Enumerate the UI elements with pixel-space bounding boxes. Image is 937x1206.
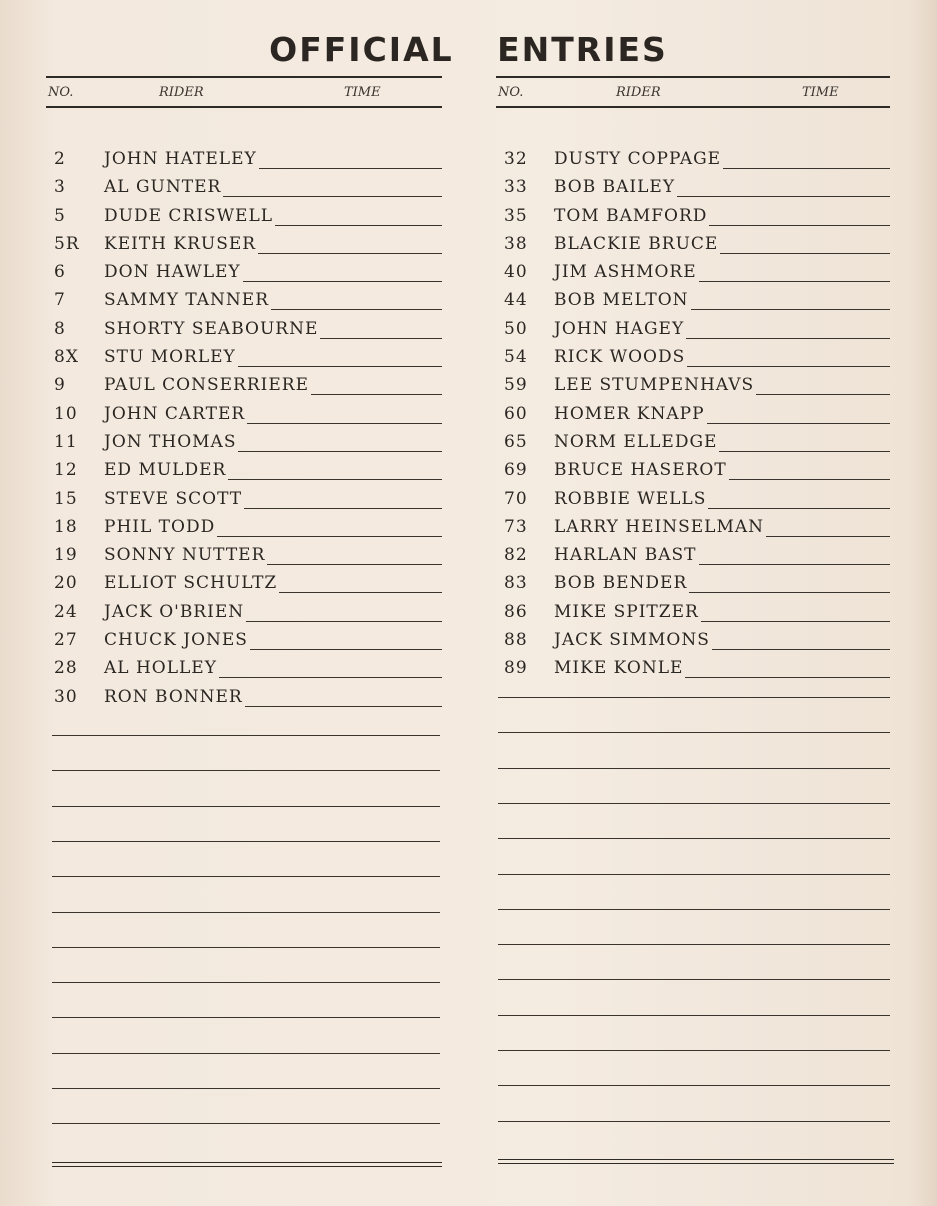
rider-name: STEVE SCOTT [104,488,243,509]
entry-line [554,630,890,650]
entry-line [554,206,890,226]
time-blank [691,291,890,310]
rider-name: RICK WOODS [554,347,686,368]
entry-number: 11 [54,431,78,452]
rider-name: JACK SIMMONS [554,630,710,651]
entry-line [104,234,442,254]
entry-row [496,455,890,483]
entry-number: 15 [54,488,78,509]
entry-line [104,290,442,310]
time-blank [699,546,890,565]
entry-row [46,455,442,483]
rider-name: JOHN CARTER [104,403,246,424]
blank-line [52,1017,440,1018]
entry-row [496,427,890,455]
rider-name: SONNY NUTTER [104,545,266,566]
entry-number: 30 [54,686,78,707]
rider-name: JIM ASHMORE [554,262,697,283]
entry-number: 88 [504,630,528,651]
entry-row [46,342,442,370]
entry-row [46,625,442,653]
left-column-header [46,76,442,108]
entry-number: 6 [54,262,66,283]
time-blank [686,320,890,339]
blank-line [498,874,890,875]
time-blank [259,150,442,169]
entry-line [554,234,890,254]
time-header: TIME [802,85,839,100]
entry-row [496,144,890,172]
entry-row [46,257,442,285]
left-entry-list [46,144,442,710]
time-blank [720,235,890,254]
blank-line [52,876,440,877]
entry-row [496,597,890,625]
entry-row [496,285,890,313]
blank-line [52,1088,440,1089]
time-blank [719,433,890,452]
entry-number: 65 [504,431,528,452]
entry-row [46,399,442,427]
blank-line [498,838,890,839]
entry-number: 5R [54,233,80,254]
blank-line [498,909,890,910]
entry-number: 44 [504,290,528,311]
entry-number: 59 [504,375,528,396]
entry-line [104,460,442,480]
blank-line [52,982,440,983]
entry-line [104,517,442,537]
entry-number: 8X [54,347,79,368]
rider-name: TOM BAMFORD [554,205,708,226]
time-blank [677,178,890,197]
entry-line [554,573,890,593]
left-entries-column [46,76,442,710]
rider-name: LEE STUMPENHAVS [554,375,755,396]
time-blank [258,235,442,254]
entry-number: 69 [504,460,528,481]
time-blank [687,348,890,367]
time-blank [766,518,890,537]
entry-line [104,319,442,339]
rider-name: BOB MELTON [554,290,689,311]
time-blank [271,291,442,310]
entry-number: 82 [504,545,528,566]
entry-line [554,290,890,310]
time-blank [250,631,442,650]
time-header: TIME [344,85,381,100]
entry-number: 89 [504,658,528,679]
time-blank [311,376,442,395]
entry-row [496,399,890,427]
entry-line [554,432,890,452]
blank-line [498,1050,890,1051]
entry-number: 38 [504,233,528,254]
entry-row [496,625,890,653]
entry-row [46,568,442,596]
rider-name: AL GUNTER [104,177,222,198]
entry-line [554,347,890,367]
entry-line [554,658,890,678]
blank-line [498,1015,890,1016]
entry-row [46,512,442,540]
entry-row [496,172,890,200]
entry-number: 9 [54,375,66,396]
entry-number: 50 [504,318,528,339]
entry-row [46,201,442,229]
page-title: OFFICIAL ENTRIES [269,30,668,69]
entry-row [46,653,442,681]
blank-line [498,732,890,733]
blank-line [498,803,890,804]
entry-line [554,404,890,424]
rider-name: LARRY HEINSELMAN [554,516,764,537]
rider-name: RON BONNER [104,686,243,707]
entry-number: 70 [504,488,528,509]
entry-number: 10 [54,403,78,424]
entry-number: 40 [504,262,528,283]
rider-name: SHORTY SEABOURNE [104,318,319,339]
time-blank [712,631,890,650]
blank-line [498,768,890,769]
entry-number: 60 [504,403,528,424]
time-blank [243,263,442,282]
rider-name: DUSTY COPPAGE [554,149,722,169]
right-entry-list [496,144,890,682]
rider-name: JOHN HATELEY [104,149,257,169]
entry-line [104,573,442,593]
entry-line [554,177,890,197]
blank-line [498,944,890,945]
entry-line [554,319,890,339]
time-blank [756,376,890,395]
entry-number: 86 [504,601,528,622]
rider-name: STU MORLEY [104,347,236,368]
entry-line [104,545,442,565]
entry-line [104,206,442,226]
time-blank [228,461,442,480]
rider-name: ROBBIE WELLS [554,488,707,509]
time-blank [247,405,442,424]
entry-number: 12 [54,460,78,481]
no-header: NO. [48,85,74,100]
blank-line [498,1085,890,1086]
entry-line [554,149,890,169]
entry-row [46,484,442,512]
time-blank [217,518,442,537]
entry-line [104,347,442,367]
entry-line [104,489,442,509]
entry-row [46,314,442,342]
blank-line [498,697,890,698]
entry-line [554,460,890,480]
entry-row [46,427,442,455]
entry-number: 18 [54,516,78,537]
rider-name: BRUCE HASEROT [554,460,727,481]
right-column-header [496,76,890,108]
entry-number: 7 [54,290,66,311]
entry-row [496,568,890,596]
rider-name: HOMER KNAPP [554,403,705,424]
entry-number: 3 [54,177,66,198]
entry-number: 8 [54,318,66,339]
rider-header: RIDER [616,85,661,100]
entry-line [104,404,442,424]
entry-line [104,432,442,452]
entry-row [496,370,890,398]
entry-number: 19 [54,545,78,566]
blank-line [498,1121,890,1122]
rider-header: RIDER [159,85,204,100]
no-header: NO. [498,85,524,100]
rider-name: BOB BAILEY [554,177,676,198]
entry-line [104,375,442,395]
blank-line [52,841,440,842]
blank-line [52,735,440,736]
blank-line [52,912,440,913]
time-blank [238,348,442,367]
entry-row [46,370,442,398]
entry-number: 33 [504,177,528,198]
entry-line [554,375,890,395]
rider-name: ELLIOT SCHULTZ [104,573,278,594]
entry-line [104,658,442,678]
rider-name: DUDE CRISWELL [104,205,274,226]
blank-line [52,806,440,807]
entry-row [496,342,890,370]
entry-line [104,687,442,707]
entry-number: 20 [54,573,78,594]
entry-row [46,229,442,257]
rider-name: PHIL TODD [104,516,216,537]
time-blank [275,207,442,226]
blank-line [52,1053,440,1054]
entry-row [46,682,442,710]
rider-name: MIKE SPITZER [554,601,699,622]
rider-name: JACK O'BRIEN [104,601,245,622]
blank-line [498,979,890,980]
entry-line [104,602,442,622]
entry-line [554,489,890,509]
entry-line [554,545,890,565]
rider-name: BLACKIE BRUCE [554,233,719,254]
entry-line [104,177,442,197]
entry-row [496,540,890,568]
time-blank [699,263,890,282]
time-blank [709,207,890,226]
rider-name: ED MULDER [104,460,227,481]
time-blank [689,574,890,593]
entry-line [554,517,890,537]
entry-number: 2 [54,149,66,169]
time-blank [708,490,890,509]
entry-line [104,630,442,650]
double-rule [498,1159,894,1164]
entry-row [46,597,442,625]
time-blank [245,688,442,707]
time-blank [219,659,442,678]
time-blank [707,405,890,424]
rider-name: DON HAWLEY [104,262,241,283]
rider-name: KEITH KRUSER [104,233,257,254]
double-rule [52,1162,442,1167]
entry-row [496,314,890,342]
entry-line [104,149,442,169]
rider-name: JON THOMAS [104,431,237,452]
rider-name: AL HOLLEY [104,658,217,679]
rider-name: MIKE KONLE [554,658,684,679]
time-blank [246,603,442,622]
rider-name: SAMMY TANNER [104,290,270,311]
time-blank [320,320,442,339]
blank-line [52,947,440,948]
time-blank [701,603,890,622]
rider-name: CHUCK JONES [104,630,248,651]
time-blank [244,490,442,509]
entry-number: 28 [54,658,78,679]
time-blank [723,150,890,169]
rider-name: JOHN HAGEY [554,318,685,339]
entry-row [496,512,890,540]
entry-row [496,201,890,229]
entry-number: 5 [54,205,66,226]
entry-number: 24 [54,601,78,622]
entry-number: 27 [54,630,78,651]
entry-number: 83 [504,573,528,594]
entry-row [46,172,442,200]
time-blank [279,574,442,593]
entry-number: 73 [504,516,528,537]
entry-row [496,484,890,512]
entry-row [46,285,442,313]
time-blank [223,178,442,197]
entry-number: 32 [504,149,528,169]
rider-name: HARLAN BAST [554,545,697,566]
time-blank [729,461,890,480]
rider-name: BOB BENDER [554,573,688,594]
time-blank [238,433,442,452]
blank-line [52,770,440,771]
blank-line [52,1123,440,1124]
entry-line [104,262,442,282]
entry-number: 35 [504,205,528,226]
entry-row [496,229,890,257]
entry-line [554,602,890,622]
entry-line [554,262,890,282]
time-blank [267,546,442,565]
time-blank [685,659,890,678]
entry-number: 54 [504,347,528,368]
entry-row [46,144,442,172]
rider-name: NORM ELLEDGE [554,431,718,452]
entry-row [496,653,890,681]
rider-name: PAUL CONSERRIERE [104,375,309,396]
right-entries-column [496,76,890,682]
entry-row [46,540,442,568]
entry-row [496,257,890,285]
